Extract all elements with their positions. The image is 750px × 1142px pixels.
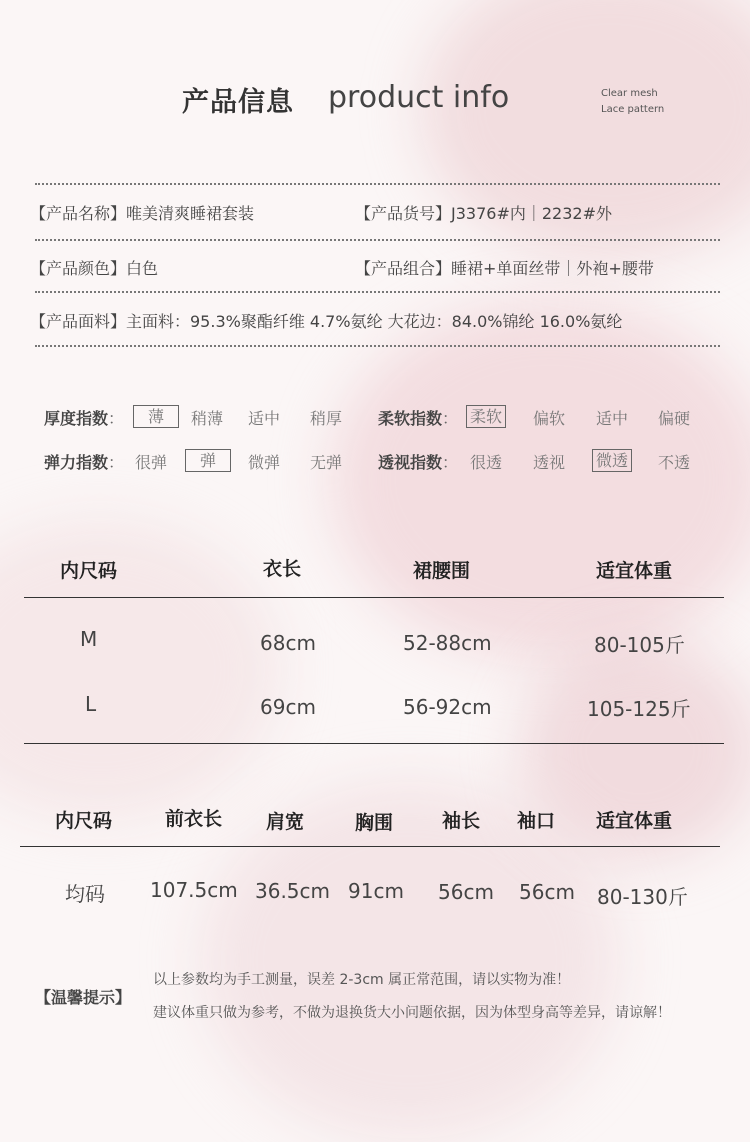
- table2-header-weight: 适宜体重: [596, 810, 673, 832]
- tips-line-1: 以上参数均为手工测量，误差 2-3cm 属正常范围，请以实物为准！: [153, 972, 571, 988]
- table2-header-size: 内尺码: [55, 810, 113, 832]
- table2-header-chest: 胸围: [355, 812, 394, 834]
- table2-cell: 80-130斤: [597, 885, 688, 909]
- table1-cell: 105-125斤: [587, 697, 691, 721]
- softness-option-medium: 适中: [596, 409, 629, 428]
- table2-header-front-length: 前衣长: [165, 808, 223, 830]
- table2-header-cuff: 袖口: [517, 810, 556, 832]
- product-item-no: 【产品货号】J3376#内｜2232#外: [355, 204, 612, 223]
- product-color: 【产品颜色】白色: [30, 259, 159, 278]
- table2-cell: 56cm: [519, 880, 575, 904]
- table2-cell: 36.5cm: [255, 879, 331, 903]
- table1-header-size: 内尺码: [60, 560, 118, 582]
- table1-cell: L: [85, 692, 97, 716]
- page-title-en: product info: [328, 80, 510, 115]
- softness-option-fairly-soft: 偏软: [533, 409, 566, 428]
- dotted-divider: [35, 239, 720, 241]
- tips-line-2: 建议体重只做为参考，不做为退换货大小问题依据，因为体型身高等差异，请谅解！: [153, 1005, 671, 1021]
- table2-cell: 107.5cm: [150, 878, 238, 902]
- table1-cell: 69cm: [260, 695, 316, 719]
- elasticity-index-label: 弹力指数：: [44, 453, 125, 472]
- table1-cell: 80-105斤: [594, 633, 685, 657]
- table1-cell: 56-92cm: [403, 695, 492, 719]
- table1-bottom-rule: [24, 743, 724, 744]
- transparency-option-very: 很透: [470, 453, 503, 472]
- transparency-option-slight: 微透: [592, 448, 632, 471]
- elasticity-option-none: 无弹: [310, 453, 343, 472]
- transparency-option-see-through: 透视: [533, 453, 566, 472]
- softness-option-soft: 柔软: [466, 404, 506, 427]
- elasticity-option-elastic: 弹: [185, 448, 231, 471]
- tips-label: 【温馨提示】: [35, 988, 132, 1007]
- tagline: [601, 86, 664, 118]
- softness-index-label: 柔软指数：: [378, 409, 459, 428]
- table1-cell: M: [80, 627, 98, 651]
- table1-header-rule: [24, 597, 724, 598]
- table1-cell: 52-88cm: [403, 631, 492, 655]
- product-fabric: 【产品面料】主面料：95.3%聚酯纤维 4.7%氨纶 大花边：84.0%锦纶 16.0%氨纶: [30, 312, 623, 331]
- thickness-index-label: 厚度指数：: [44, 409, 125, 428]
- table2-header-shoulder: 肩宽: [266, 811, 305, 833]
- dotted-divider: [35, 183, 720, 185]
- table2-header-sleeve: 袖长: [442, 810, 481, 832]
- thickness-option-thin: 薄: [133, 404, 179, 427]
- table1-header-length: 衣长: [263, 558, 302, 580]
- table1-cell: 68cm: [260, 631, 316, 655]
- tagline-line-2: Lace pattern: [601, 104, 665, 115]
- softness-option-fairly-hard: 偏硬: [658, 409, 691, 428]
- table2-header-rule: [20, 846, 720, 847]
- transparency-option-opaque: 不透: [658, 453, 691, 472]
- thickness-option-slightly-thick: 稍厚: [310, 409, 343, 428]
- elasticity-option-slight: 微弹: [248, 453, 281, 472]
- elasticity-option-very: 很弹: [135, 453, 168, 472]
- dotted-divider: [35, 345, 720, 347]
- table2-cell: 91cm: [348, 879, 404, 903]
- product-combo: 【产品组合】睡裙+单面丝带｜外袍+腰带: [355, 259, 654, 278]
- table1-header-weight: 适宜体重: [596, 560, 673, 582]
- tagline-line-1: Clear mesh: [601, 88, 658, 99]
- product-name: 【产品名称】唯美清爽睡裙套装: [30, 204, 255, 223]
- page-title-cn: 产品信息: [182, 87, 294, 118]
- table2-cell: 均码: [65, 882, 105, 906]
- table1-header-waist: 裙腰围: [413, 560, 471, 582]
- table2-cell: 56cm: [438, 880, 494, 904]
- dotted-divider: [35, 291, 720, 293]
- thickness-option-medium: 适中: [248, 409, 281, 428]
- thickness-option-slightly-thin: 稍薄: [191, 409, 224, 428]
- transparency-index-label: 透视指数：: [378, 453, 459, 472]
